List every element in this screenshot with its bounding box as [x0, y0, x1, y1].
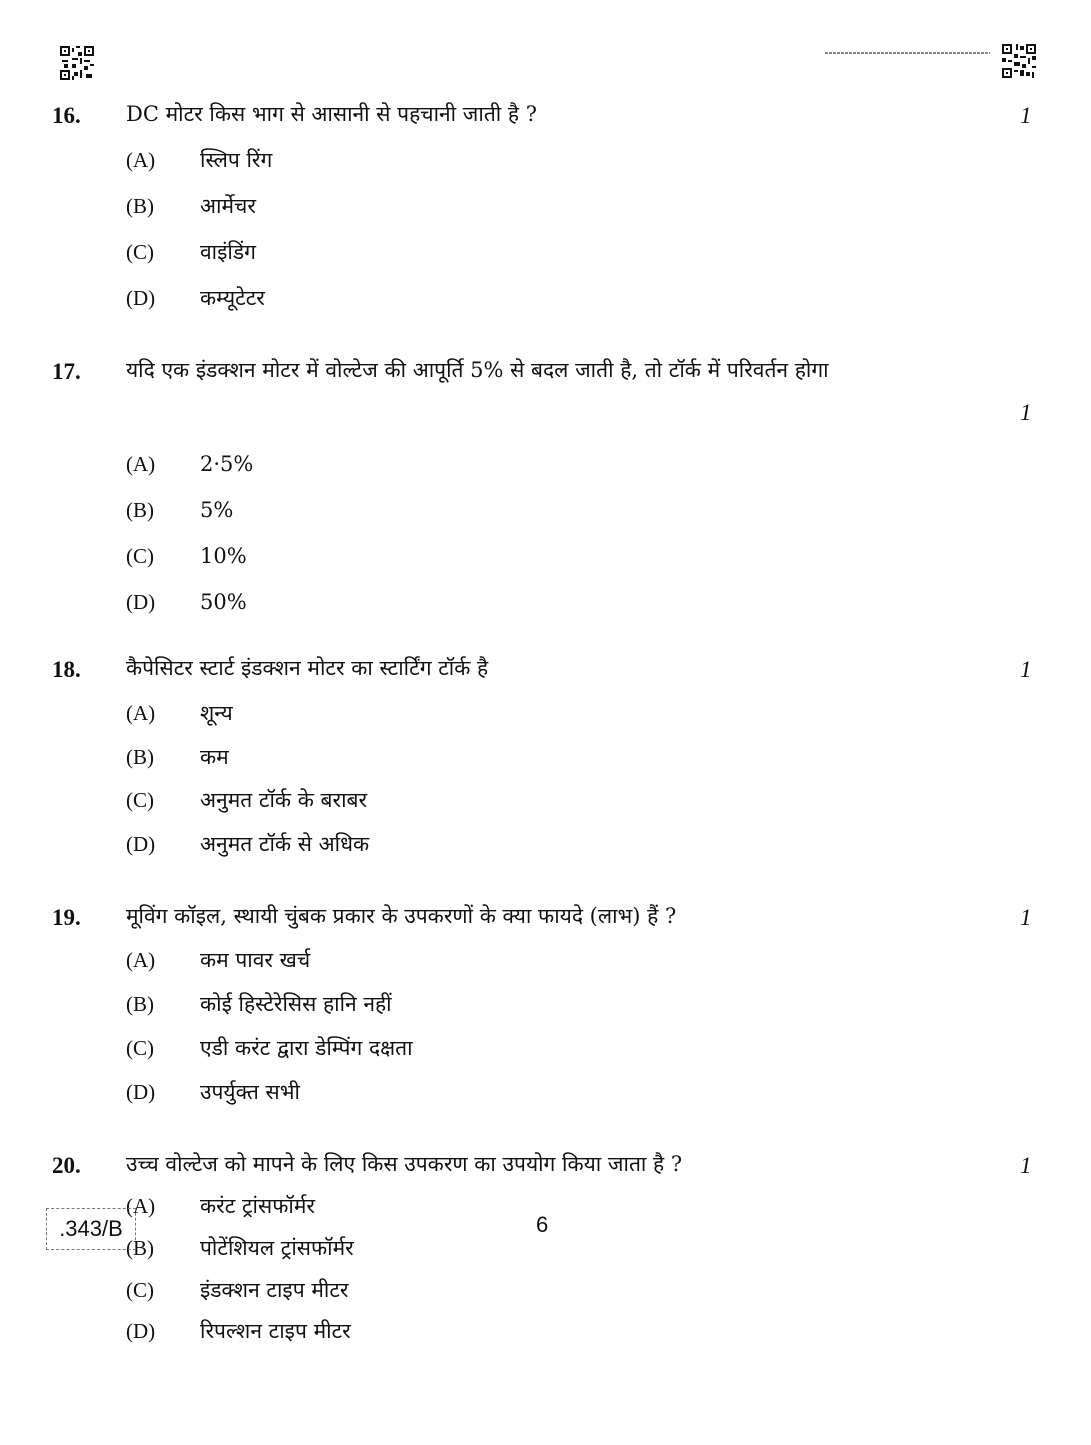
- option-text: कम पावर खर्च: [200, 948, 311, 972]
- option-text: इंडक्शन टाइप मीटर: [200, 1278, 349, 1302]
- option-label: (C): [126, 543, 154, 568]
- option-text: स्लिप रिंग: [200, 148, 273, 172]
- option-d: [126, 1316, 351, 1346]
- option-label: (B): [126, 991, 154, 1016]
- option-a: [126, 945, 310, 975]
- qr-code-icon: [60, 46, 94, 80]
- option-b: [126, 495, 233, 525]
- page-code: .343/B: [46, 1208, 136, 1250]
- option-label: (D): [126, 831, 156, 856]
- option-label: (A): [126, 147, 156, 172]
- option-b: [126, 191, 256, 221]
- option-label: (C): [126, 1277, 154, 1302]
- option-label: (D): [126, 1318, 156, 1343]
- option-text: शून्य: [200, 701, 233, 725]
- option-text: अनुमत टॉर्क से अधिक: [200, 832, 370, 856]
- question-number: 17.: [52, 359, 81, 384]
- option-label: (A): [126, 1193, 156, 1218]
- option-text: कोई हिस्टेरेसिस हानि नहीं: [200, 992, 392, 1016]
- option-b: [126, 989, 392, 1019]
- option-text: करंट ट्रांसफॉर्मर: [200, 1194, 315, 1218]
- option-a: [126, 698, 233, 728]
- option-label: (D): [126, 285, 156, 310]
- option-label: (C): [126, 239, 154, 264]
- option-text: पोटेंशियल ट्रांसफॉर्मर: [200, 1236, 354, 1260]
- option-a: [126, 449, 253, 479]
- option-label: (A): [126, 451, 156, 476]
- option-label: (B): [126, 497, 154, 522]
- option-a: [126, 1191, 315, 1221]
- question-number: 19.: [52, 905, 81, 930]
- question-marks: 1: [1020, 103, 1032, 128]
- option-d: [126, 283, 265, 313]
- option-label: (C): [126, 787, 154, 812]
- question-marks: 1: [1020, 657, 1032, 682]
- page-number: 6: [536, 1212, 549, 1237]
- option-text: कम: [200, 745, 229, 769]
- option-b: [126, 742, 229, 772]
- option-label: (A): [126, 700, 156, 725]
- option-label: (D): [126, 589, 156, 614]
- option-b: [126, 1233, 354, 1263]
- option-c: [126, 785, 367, 815]
- option-text: उपर्युक्त सभी: [200, 1080, 300, 1104]
- option-d: [126, 1077, 300, 1107]
- option-label: (C): [126, 1035, 154, 1060]
- option-text: 2·5%: [200, 452, 254, 476]
- option-text: रिपल्शन टाइप मीटर: [200, 1319, 351, 1343]
- option-c: [126, 1275, 349, 1305]
- option-d: [126, 587, 247, 617]
- option-c: [126, 1033, 413, 1063]
- option-c: [126, 541, 247, 571]
- option-text: 10%: [200, 544, 247, 568]
- option-text: 50%: [200, 590, 247, 614]
- question-text: यदि एक इंडक्शन मोटर में वोल्टेज की आपूर्ति 5% से बदल जाती है, तो टॉर्क में परिवर्तन होगा: [126, 358, 829, 382]
- option-text: अनुमत टॉर्क के बराबर: [200, 788, 368, 812]
- option-text: 5%: [200, 498, 234, 522]
- qr-code-icon: [1002, 44, 1036, 78]
- option-label: (B): [126, 193, 154, 218]
- option-label: (B): [126, 1235, 154, 1260]
- question-text: उच्च वोल्टेज को मापने के लिए किस उपकरण का उपयोग किया जाता है ?: [126, 1152, 683, 1176]
- question-text: मूविंग कॉइल, स्थायी चुंबक प्रकार के उपकरणों के क्या फायदे (लाभ) हैं ?: [126, 904, 677, 928]
- option-label: (A): [126, 947, 156, 972]
- option-c: [126, 237, 256, 267]
- option-text: एडी करंट द्वारा डेम्पिंग दक्षता: [200, 1036, 413, 1060]
- question-marks: 1: [1020, 905, 1032, 930]
- question-text: DC मोटर किस भाग से आसानी से पहचानी जाती है ?: [126, 102, 537, 126]
- question-number: 20.: [52, 1153, 81, 1178]
- question-number: 18.: [52, 657, 81, 682]
- option-a: [126, 145, 272, 175]
- option-text: वाइंडिंग: [200, 240, 256, 264]
- micro-text-line: [825, 52, 990, 54]
- option-d: [126, 829, 369, 859]
- question-text: कैपेसिटर स्टार्ट इंडक्शन मोटर का स्टार्टिंग टॉर्क है: [126, 656, 489, 680]
- option-text: आर्मेचर: [200, 194, 256, 218]
- question-number: 16.: [52, 103, 81, 128]
- question-marks: 1: [1020, 1153, 1032, 1178]
- question-marks: 1: [1020, 400, 1032, 425]
- option-label: (B): [126, 744, 154, 769]
- option-label: (D): [126, 1079, 156, 1104]
- option-text: कम्यूटेटर: [200, 286, 265, 310]
